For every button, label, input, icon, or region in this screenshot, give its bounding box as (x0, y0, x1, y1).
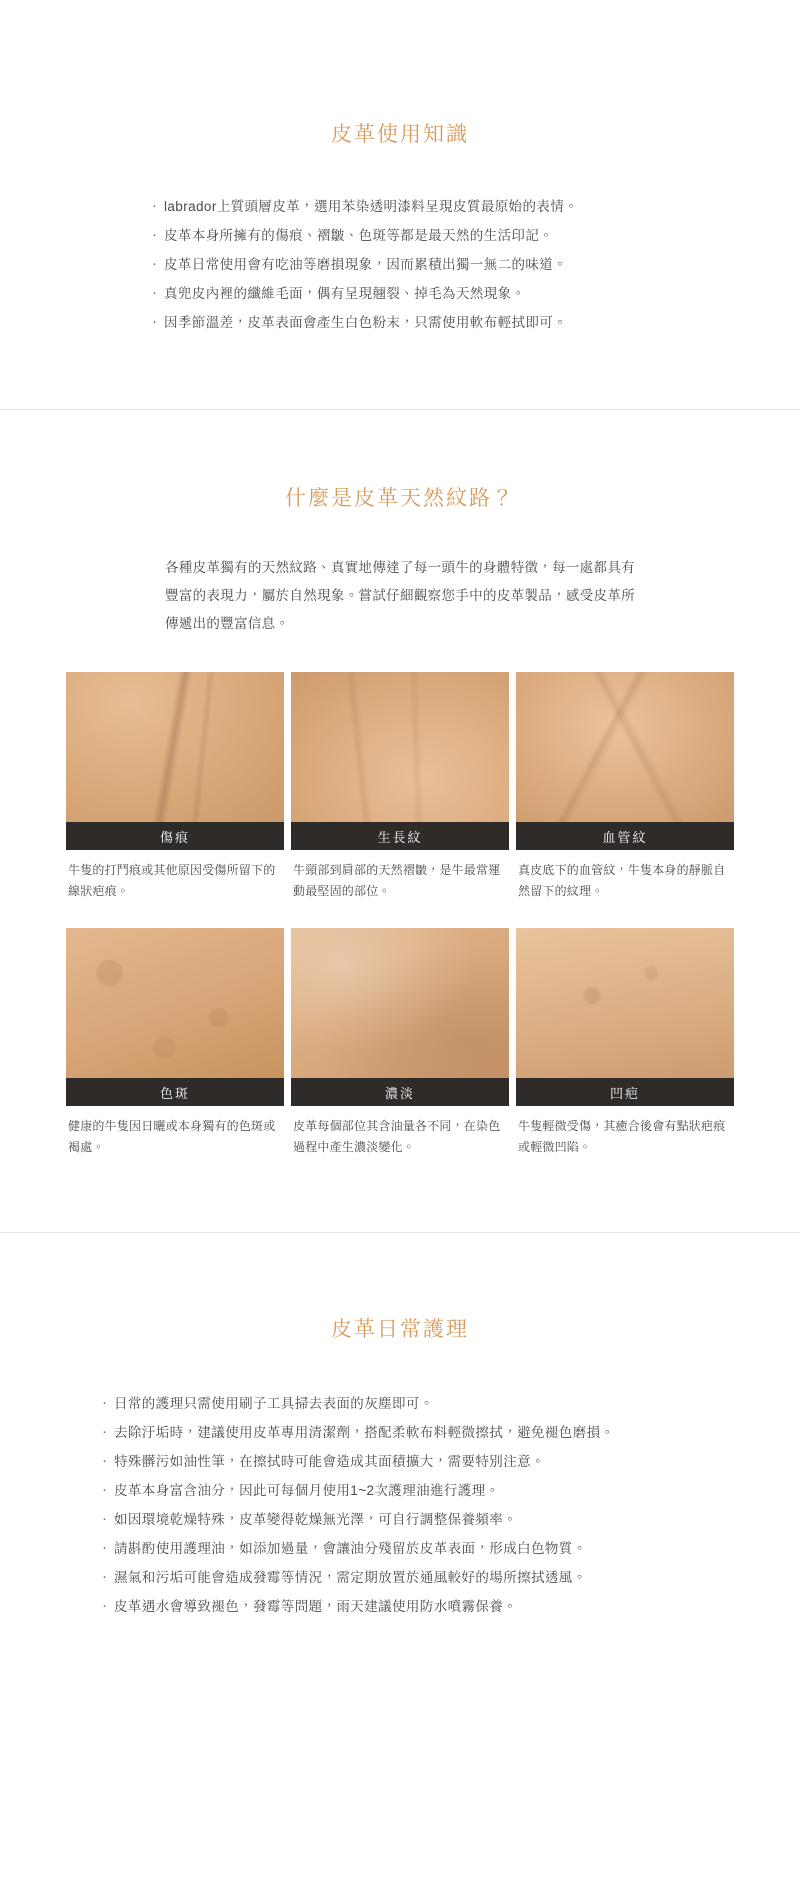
list-item: · 請斟酌使用護理油，如添加過量，會讓油分殘留於皮革表面，形成白色物質。 (100, 1534, 700, 1563)
grain-card-vein (516, 672, 734, 902)
leather-swatch-image-vein (516, 672, 734, 822)
grain-card-spot (66, 928, 284, 1158)
leather-swatch-image-shade (291, 928, 509, 1078)
grain-grid-row-1 (66, 672, 734, 902)
grain-card-shade (291, 928, 509, 1158)
list-item: · labrador上質頭層皮革，選用苯染透明漆料呈現皮質最原始的表情。 (150, 192, 650, 221)
grain-intro-paragraph: 各種皮革獨有的天然紋路、真實地傳達了每一頭牛的身體特徵，每一處都具有豐富的表現力，屬於自然現象。嘗試仔細觀察您手中的皮革製品，感受皮革所傳遞出的豐富信息。 (165, 560, 635, 631)
grain-caption-growth: 牛頸部到肩部的天然褶皺，是牛最常運動最堅固的部位。 (293, 863, 501, 898)
list-item: · 皮革本身富含油分，因此可每個月使用1~2次護理油進行護理。 (100, 1476, 700, 1505)
leather-swatch-image-spot (66, 928, 284, 1078)
care-bullet-list (100, 1389, 700, 1621)
grain-caption-shade: 皮革每個部位其含油量各不同，在染色過程中產生濃淡變化。 (293, 1119, 501, 1154)
list-item: · 如因環境乾燥特殊，皮革變得乾燥無光澤，可自行調整保養頻率。 (100, 1505, 700, 1534)
grain-label-vein: 血管紋 (516, 822, 734, 850)
grain-label-scar: 傷痕 (66, 822, 284, 850)
list-item: · 去除汙垢時，建議使用皮革專用清潔劑，搭配柔軟布料輕微擦拭，避免褪色磨損。 (100, 1418, 700, 1447)
grain-caption-scar: 牛隻的打鬥痕或其他原因受傷所留下的線狀疤痕。 (68, 863, 276, 898)
grain-card-scar (66, 672, 284, 902)
list-item: · 濕氣和污垢可能會造成發霉等情況，需定期放置於通風較好的場所擦拭透風。 (100, 1563, 700, 1592)
leather-swatch-image-dent (516, 928, 734, 1078)
spacer (66, 1158, 734, 1232)
grain-caption-spot: 健康的牛隻因日曬或本身獨有的色斑或褐處。 (68, 1119, 276, 1154)
leather-swatch-image-scar (66, 672, 284, 822)
grain-caption-dent: 牛隻輕微受傷，其癒合後會有點狀疤痕或輕微凹陷。 (518, 1119, 726, 1154)
list-item: · 真兜皮內裡的纖維毛面，偶有呈現翹裂、掉毛為天然現象。 (150, 279, 650, 308)
grain-caption-vein: 真皮底下的血管紋，牛隻本身的靜脈自然留下的紋理。 (518, 863, 726, 898)
list-item: · 特殊髒污如油性筆，在擦拭時可能會造成其面積擴大，需要特別注意。 (100, 1447, 700, 1476)
list-item: · 因季節溫差，皮革表面會產生白色粉末，只需使用軟布輕拭即可。 (150, 308, 650, 337)
list-item: · 日常的護理只需使用刷子工具掃去表面的灰塵即可。 (100, 1389, 700, 1418)
page-title-grain: 什麼是皮革天然紋路？ (285, 487, 515, 510)
leather-swatch-image-growth (291, 672, 509, 822)
grain-card-dent (516, 928, 734, 1158)
grain-label-spot: 色斑 (66, 1078, 284, 1106)
grain-label-shade: 濃淡 (291, 1078, 509, 1106)
grain-grid-row-2 (66, 928, 734, 1158)
section-daily-care (0, 1233, 800, 1713)
list-item: · 皮革遇水會導致褪色，發霉等問題，雨天建議使用防水噴霧保養。 (100, 1592, 700, 1621)
section-natural-grain (0, 410, 800, 1232)
spacer (66, 902, 734, 928)
list-item: · 皮革本身所擁有的傷痕、褶皺、色斑等都是最天然的生活印記。 (150, 221, 650, 250)
page-title-knowledge: 皮革使用知識 (331, 123, 469, 146)
section-leather-knowledge (0, 0, 800, 409)
spacer (66, 337, 734, 409)
page-title-care: 皮革日常護理 (331, 1318, 469, 1341)
grain-card-growth (291, 672, 509, 902)
grain-label-dent: 凹疤 (516, 1078, 734, 1106)
knowledge-bullet-list (150, 192, 650, 337)
list-item: · 皮革日常使用會有吃油等磨損現象，因而累積出獨一無二的味道。 (150, 250, 650, 279)
grain-label-growth: 生長紋 (291, 822, 509, 850)
